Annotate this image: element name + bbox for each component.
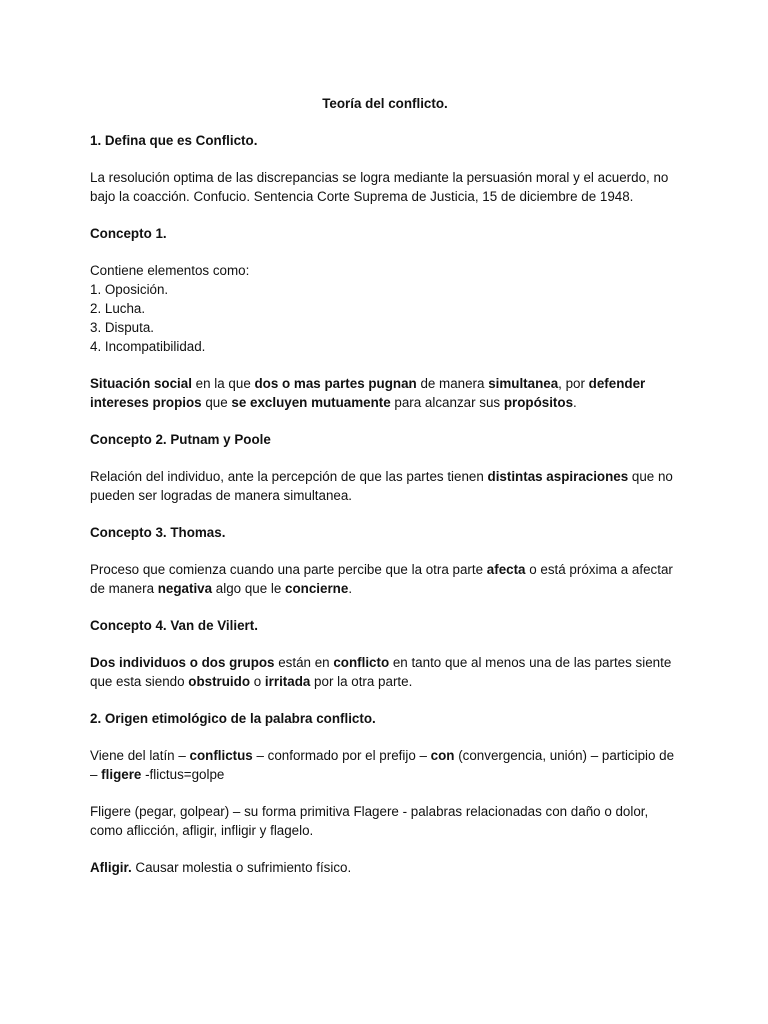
bold-text: distintas aspiraciones <box>487 469 629 484</box>
text: , por <box>558 376 589 391</box>
concept-4-definition <box>90 653 680 691</box>
list-item: 3. Disputa. <box>90 320 155 335</box>
text: . <box>348 581 353 596</box>
text: o está próxima a afectar de manera <box>90 562 673 596</box>
bold-text: negativa <box>157 581 213 596</box>
text: (convergencia, unión) – participio de – <box>90 748 675 782</box>
text: en tanto que al menos una de las partes siente que esta siendo <box>90 655 672 689</box>
question-1-heading: 1. Defina que es Conflicto. <box>90 133 258 148</box>
concept-1-definition <box>90 374 680 412</box>
text: Proceso que comienza cuando una parte percibe que la otra parte <box>90 562 487 577</box>
concept-1-intro: Contiene elementos como: <box>90 263 250 278</box>
text: están en <box>274 655 334 670</box>
text: que no pueden ser logradas de manera simultanea. <box>90 469 673 503</box>
afligir-paragraph <box>90 858 680 877</box>
bold-text: concierne <box>285 581 349 596</box>
confucius-quote: La resolución optima de las discrepancias se logra mediante la persuasión moral y el acuerdo, no bajo la coacción. Confucio. Sentencia Corte Suprema de Justicia, 15 de diciembre de 1948. <box>90 170 669 204</box>
text: por la otra parte. <box>310 674 413 689</box>
list-item: 1. Oposición. <box>90 282 169 297</box>
bold-text: irritada <box>264 674 311 689</box>
bold-text: defender intereses propios <box>90 376 646 410</box>
bold-text: afecta <box>486 562 526 577</box>
fligere-paragraph: Fligere (pegar, golpear) – su forma primitiva Flagere - palabras relacionadas con daño o dolor, como aflicción, afligir, infligir y flagelo. <box>90 804 649 838</box>
bold-text: se excluyen mutuamente <box>231 395 391 410</box>
concept-1-elements-list <box>90 280 680 356</box>
list-item: 4. Incompatibilidad. <box>90 339 206 354</box>
bold-text: obstruido <box>188 674 251 689</box>
bold-text: conflicto <box>333 655 390 670</box>
text: Relación del individuo, ante la percepción de que las partes tienen <box>90 469 488 484</box>
bold-text: fligere <box>101 767 142 782</box>
document-page <box>90 94 680 895</box>
text: Viene del latín – <box>90 748 190 763</box>
question-2-heading: 2. Origen etimológico de la palabra conflicto. <box>90 711 376 726</box>
list-item: 2. Lucha. <box>90 301 146 316</box>
text: para alcanzar sus <box>390 395 504 410</box>
text: -flictus=golpe <box>141 767 225 782</box>
bold-text: Situación social <box>90 376 192 391</box>
bold-text: con <box>430 748 455 763</box>
text: . <box>573 395 577 410</box>
concept-2-definition <box>90 467 680 505</box>
text: en la que <box>191 376 255 391</box>
concept-2-heading: Concepto 2. Putnam y Poole <box>90 432 271 447</box>
text: – conformado por el prefijo – <box>252 748 431 763</box>
document-title: Teoría del conflicto. <box>322 96 448 111</box>
concept-4-heading: Concepto 4. Van de Viliert. <box>90 618 258 633</box>
bold-text: Dos individuos o dos grupos <box>90 655 275 670</box>
text: que <box>201 395 232 410</box>
bold-text: dos o mas partes pugnan <box>254 376 417 391</box>
bold-text: Afligir. <box>90 860 132 875</box>
text: de manera <box>416 376 489 391</box>
text: Causar molestia o sufrimiento físico. <box>131 860 352 875</box>
concept-1-heading: Concepto 1. <box>90 226 167 241</box>
text: o <box>250 674 265 689</box>
bold-text: propósitos <box>503 395 574 410</box>
etymology-paragraph <box>90 746 680 784</box>
bold-text: conflictus <box>189 748 253 763</box>
concept-3-heading: Concepto 3. Thomas. <box>90 525 226 540</box>
bold-text: simultanea <box>488 376 559 391</box>
text: algo que le <box>212 581 286 596</box>
concept-3-definition <box>90 560 680 598</box>
